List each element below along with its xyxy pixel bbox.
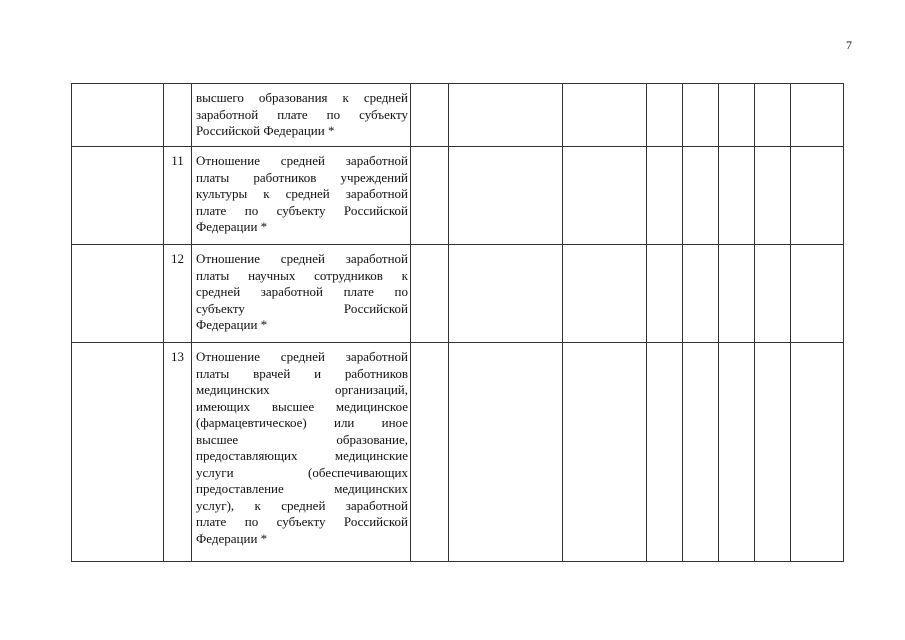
indicator-line: плате по субъекту Российской [196, 202, 408, 218]
section-cell [72, 245, 164, 343]
value-cell [411, 343, 449, 562]
value-cell [791, 147, 844, 245]
indicator-line: Отношение средней заработной [196, 153, 408, 168]
value-cell [563, 147, 647, 245]
table-row [72, 343, 844, 562]
indicator-line: платы врачей и работников [196, 365, 408, 381]
table-row [72, 147, 844, 245]
row-number [164, 84, 192, 147]
indicator-line: Федерации * [196, 219, 268, 234]
indicator-name [192, 245, 411, 343]
value-cell [719, 84, 755, 147]
value-cell [755, 84, 791, 147]
value-cell [563, 245, 647, 343]
indicator-line: средней заработной плате по [196, 284, 408, 299]
indicator-name [192, 147, 411, 245]
indicator-line: субъекту Российской [196, 300, 408, 316]
indicator-line: Федерации * [196, 317, 268, 332]
value-cell [683, 147, 719, 245]
value-cell [449, 84, 563, 147]
indicator-line: культуры к средней заработной [196, 186, 408, 201]
section-cell [72, 147, 164, 245]
value-cell [411, 147, 449, 245]
value-cell [719, 343, 755, 562]
indicator-line: высшего образования к средней [196, 90, 408, 105]
value-cell [647, 147, 683, 245]
section-cell [72, 84, 164, 147]
value-cell [755, 343, 791, 562]
table-row [72, 84, 844, 147]
indicators-table [71, 83, 844, 562]
indicator-line: предоставление медицинских [196, 481, 408, 496]
value-cell [563, 343, 647, 562]
page-number: 7 [846, 38, 852, 52]
indicator-line: имеющих высшее медицинское [196, 398, 408, 414]
indicator-line: Отношение средней заработной [196, 251, 408, 266]
indicator-line: (фармацевтическое) или иное [196, 415, 408, 430]
indicator-line: плате по субъекту Российской [196, 514, 408, 529]
value-cell [791, 84, 844, 147]
indicator-line: услуг), к средней заработной [196, 497, 408, 513]
value-cell [563, 84, 647, 147]
indicator-name [192, 84, 411, 147]
indicator-line: Федерации * [196, 530, 268, 546]
table-row [72, 245, 844, 343]
value-cell [791, 343, 844, 562]
value-cell [647, 343, 683, 562]
value-cell [449, 343, 563, 562]
value-cell [755, 147, 791, 245]
value-cell [449, 245, 563, 343]
indicator-line: Отношение средней заработной [196, 349, 408, 364]
value-cell [683, 245, 719, 343]
value-cell [411, 245, 449, 343]
indicator-line: платы работников учреждений [196, 169, 408, 185]
indicator-line: Российской Федерации * [196, 123, 335, 138]
value-cell [647, 245, 683, 343]
value-cell [647, 84, 683, 147]
indicator-name [192, 343, 411, 562]
indicator-line: предоставляющих медицинские [196, 448, 408, 463]
value-cell [755, 245, 791, 343]
value-cell [449, 147, 563, 245]
section-cell [72, 343, 164, 562]
indicator-line: медицинских организаций, [196, 382, 408, 397]
value-cell [791, 245, 844, 343]
indicator-line: высшее образование, [196, 431, 408, 447]
row-number: 11 [164, 147, 192, 245]
row-number: 13 [164, 343, 192, 562]
indicator-line: платы научных сотрудников к [196, 267, 408, 283]
value-cell [719, 245, 755, 343]
value-cell [683, 343, 719, 562]
indicator-line: услуги (обеспечивающих [196, 464, 408, 480]
value-cell [683, 84, 719, 147]
value-cell [411, 84, 449, 147]
row-number: 12 [164, 245, 192, 343]
indicator-line: заработной плате по субъекту [196, 106, 408, 122]
value-cell [719, 147, 755, 245]
